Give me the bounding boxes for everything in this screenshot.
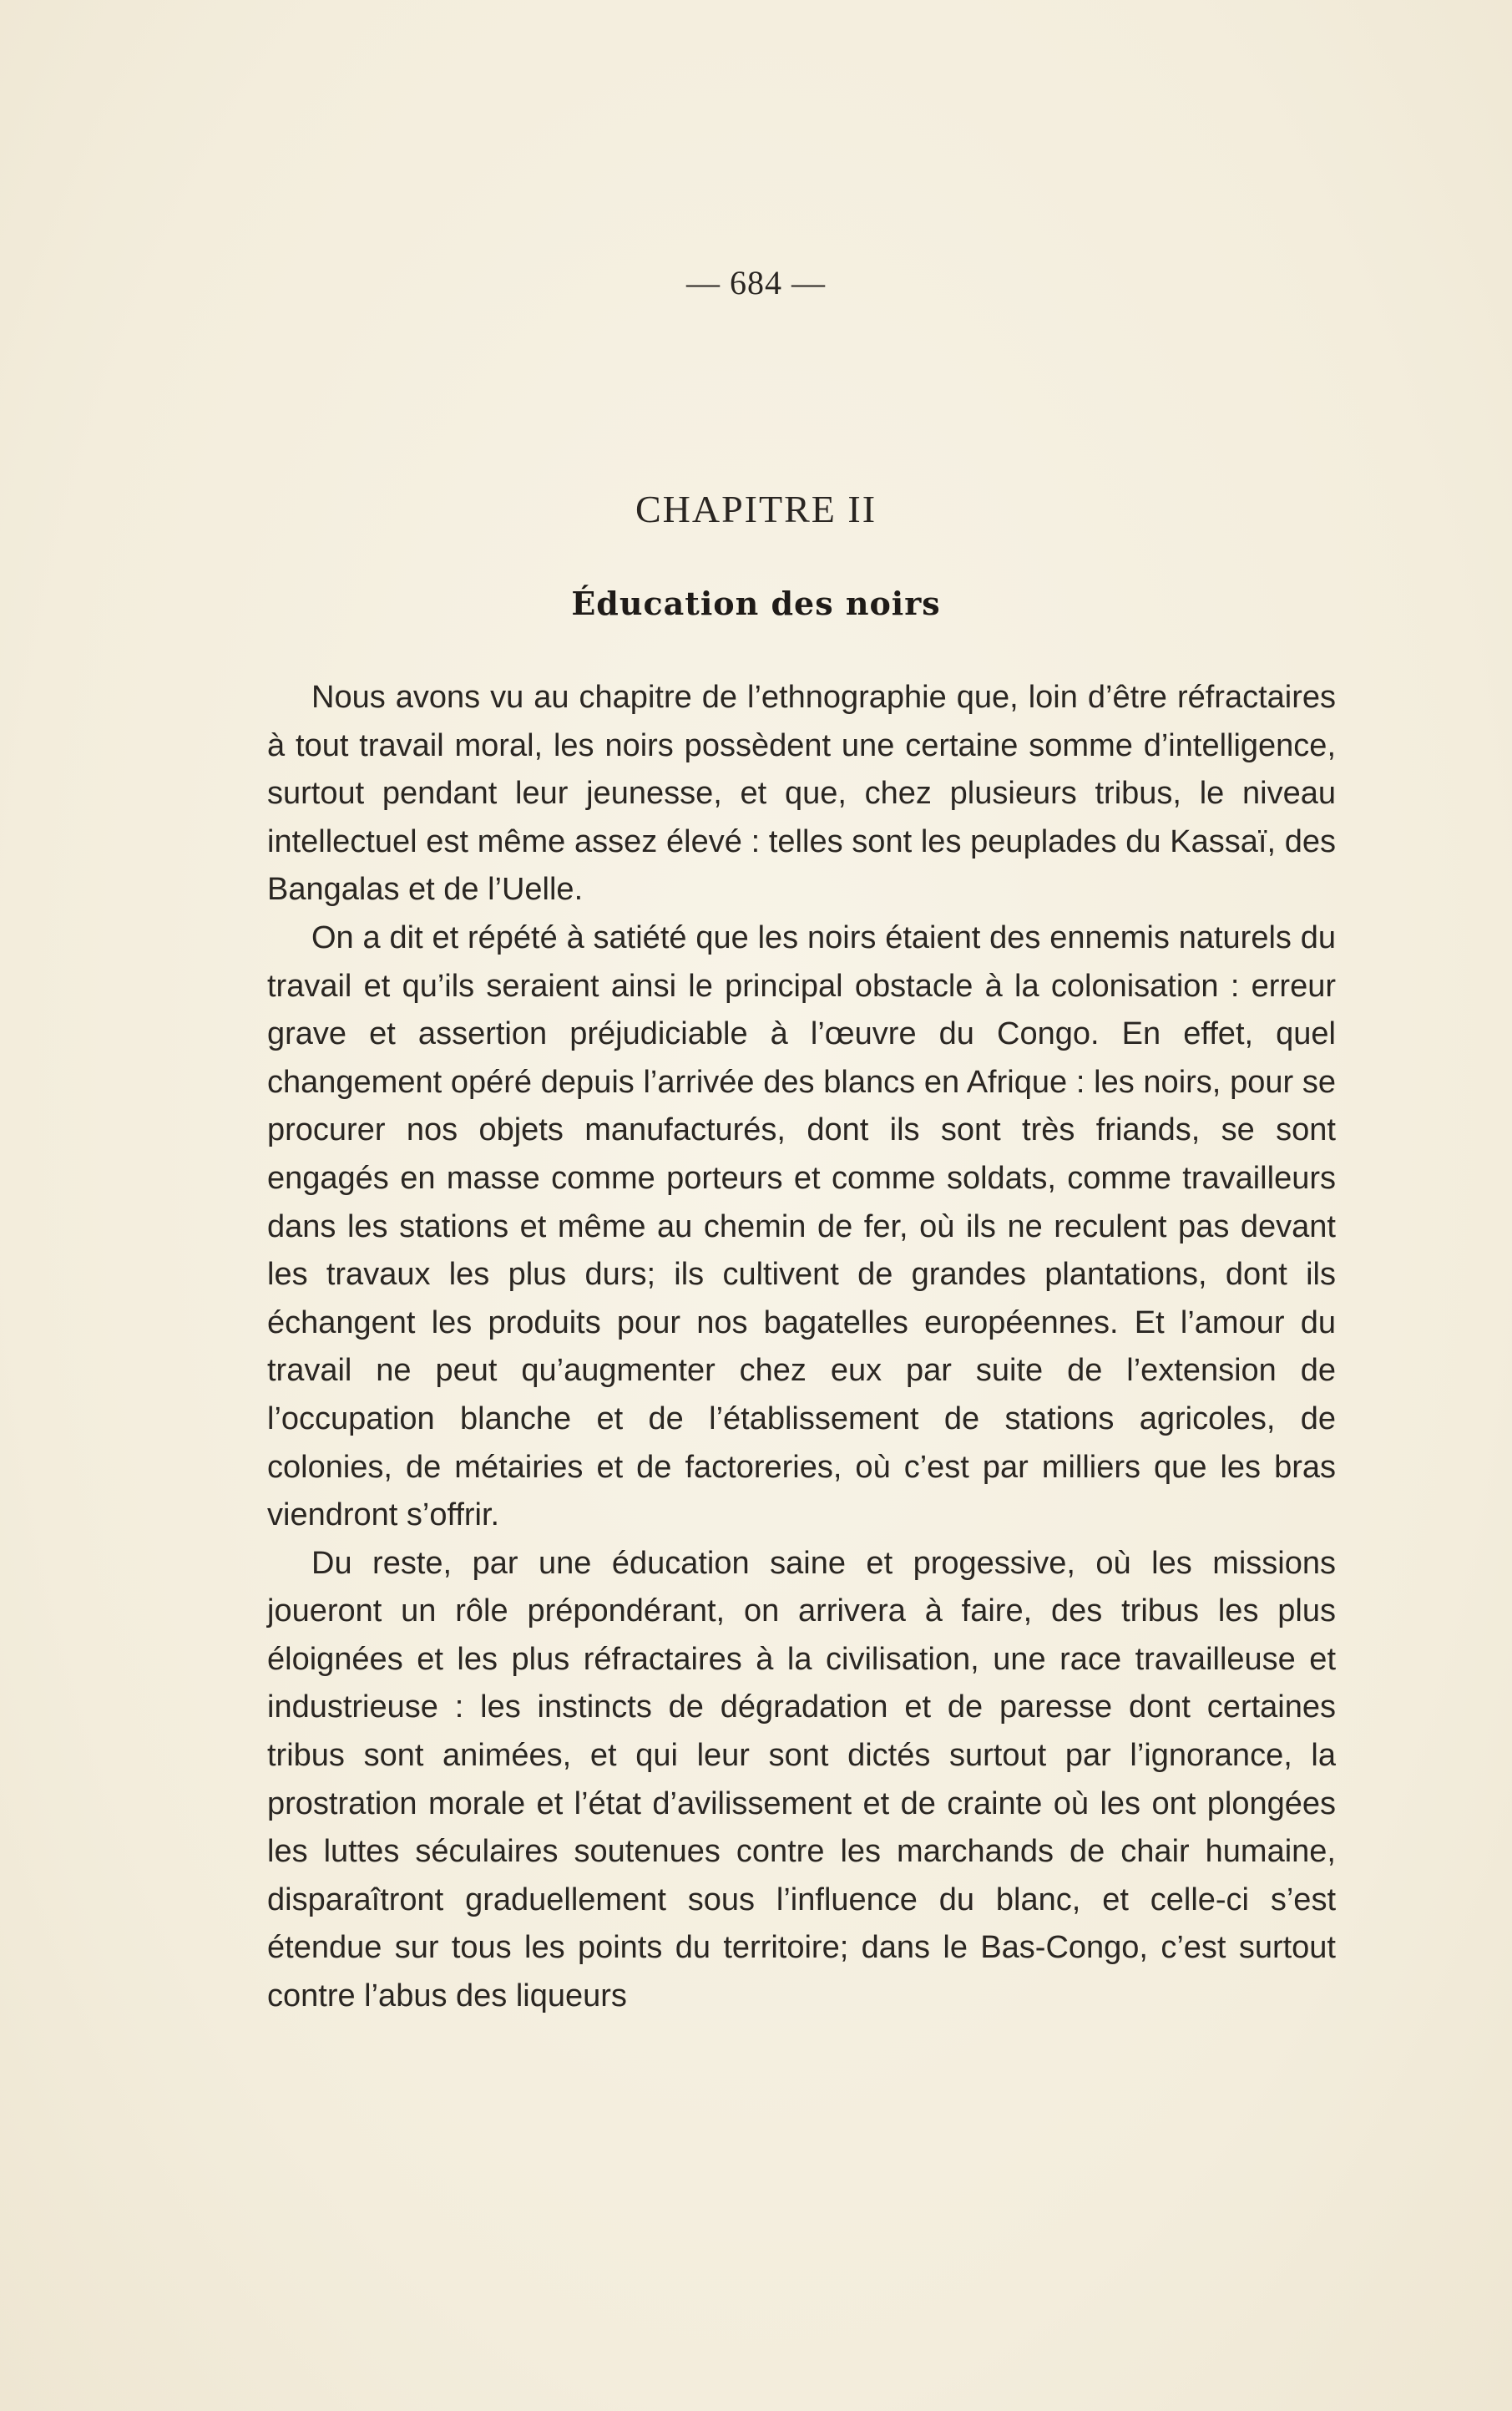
section-title: Éducation des noirs: [571, 585, 941, 622]
paragraph-3: Du reste, par une éducation saine et progessive, où les missions joueront un rôle prépondérant, on arrivera à faire, des tribus les plus éloignées et les plus réfractaires à la civilisation, une race travailleuse et industrieuse : les instincts de dégradation et de paresse dont certaines tribus sont animées, et qui leur sont dictés surtout par l’ignorance, la prostration morale et l’état d’avilissement et de crainte où les ont plongées les luttes séculaires soutenues contre les marchands de chair humaine, disparaîtront graduellement sous l’influence du blanc, et celle-ci s’est étendue sur tous les points du territoire; dans le Bas-Congo, c’est surtout contre l’abus des liqueurs: [267, 1545, 1336, 2014]
paragraph-2: On a dit et répété à satiété que les noirs étaient des ennemis naturels du travail et qu’ils seraient ainsi le principal obstacle à la colonisation : erreur grave et assertion préjudiciable à l’œuvre du Congo. En effet, quel changement opéré depuis l’arrivée des blancs en Afrique : les noirs, pour se procurer nos objets manufacturés, dont ils sont très friands, se sont engagés en masse comme porteurs et comme soldats, comme travailleurs dans les stations et même au chemin de fer, où ils ne reculent pas devant les travaux les plus durs; ils cultivent de grandes plantations, dont ils échangent les produits pour nos bagatelles européennes. Et l’amour du travail ne peut qu’augmenter chez eux par suite de l’extension de l’occupation blanche et de l’établissement de stations agricoles, de colonies, de métairies et de factoreries, où c’est par milliers que les bras viendront s’offrir.: [267, 919, 1336, 1533]
page-number: — 684 —: [686, 264, 826, 301]
chapter-heading: CHAPITRE II: [635, 488, 877, 530]
paragraph-1: Nous avons vu au chapitre de l’ethnographie que, loin d’être réfractaires à tout travail moral, les noirs possèdent une certaine somme d’intelligence, surtout pendant leur jeunesse, et que, chez plusieurs tribus, le niveau intellectuel est même assez élevé : telles sont les peuplades du Kassaï, des Bangalas et de l’Uelle.: [267, 680, 1336, 908]
body-text: [267, 674, 1336, 2021]
